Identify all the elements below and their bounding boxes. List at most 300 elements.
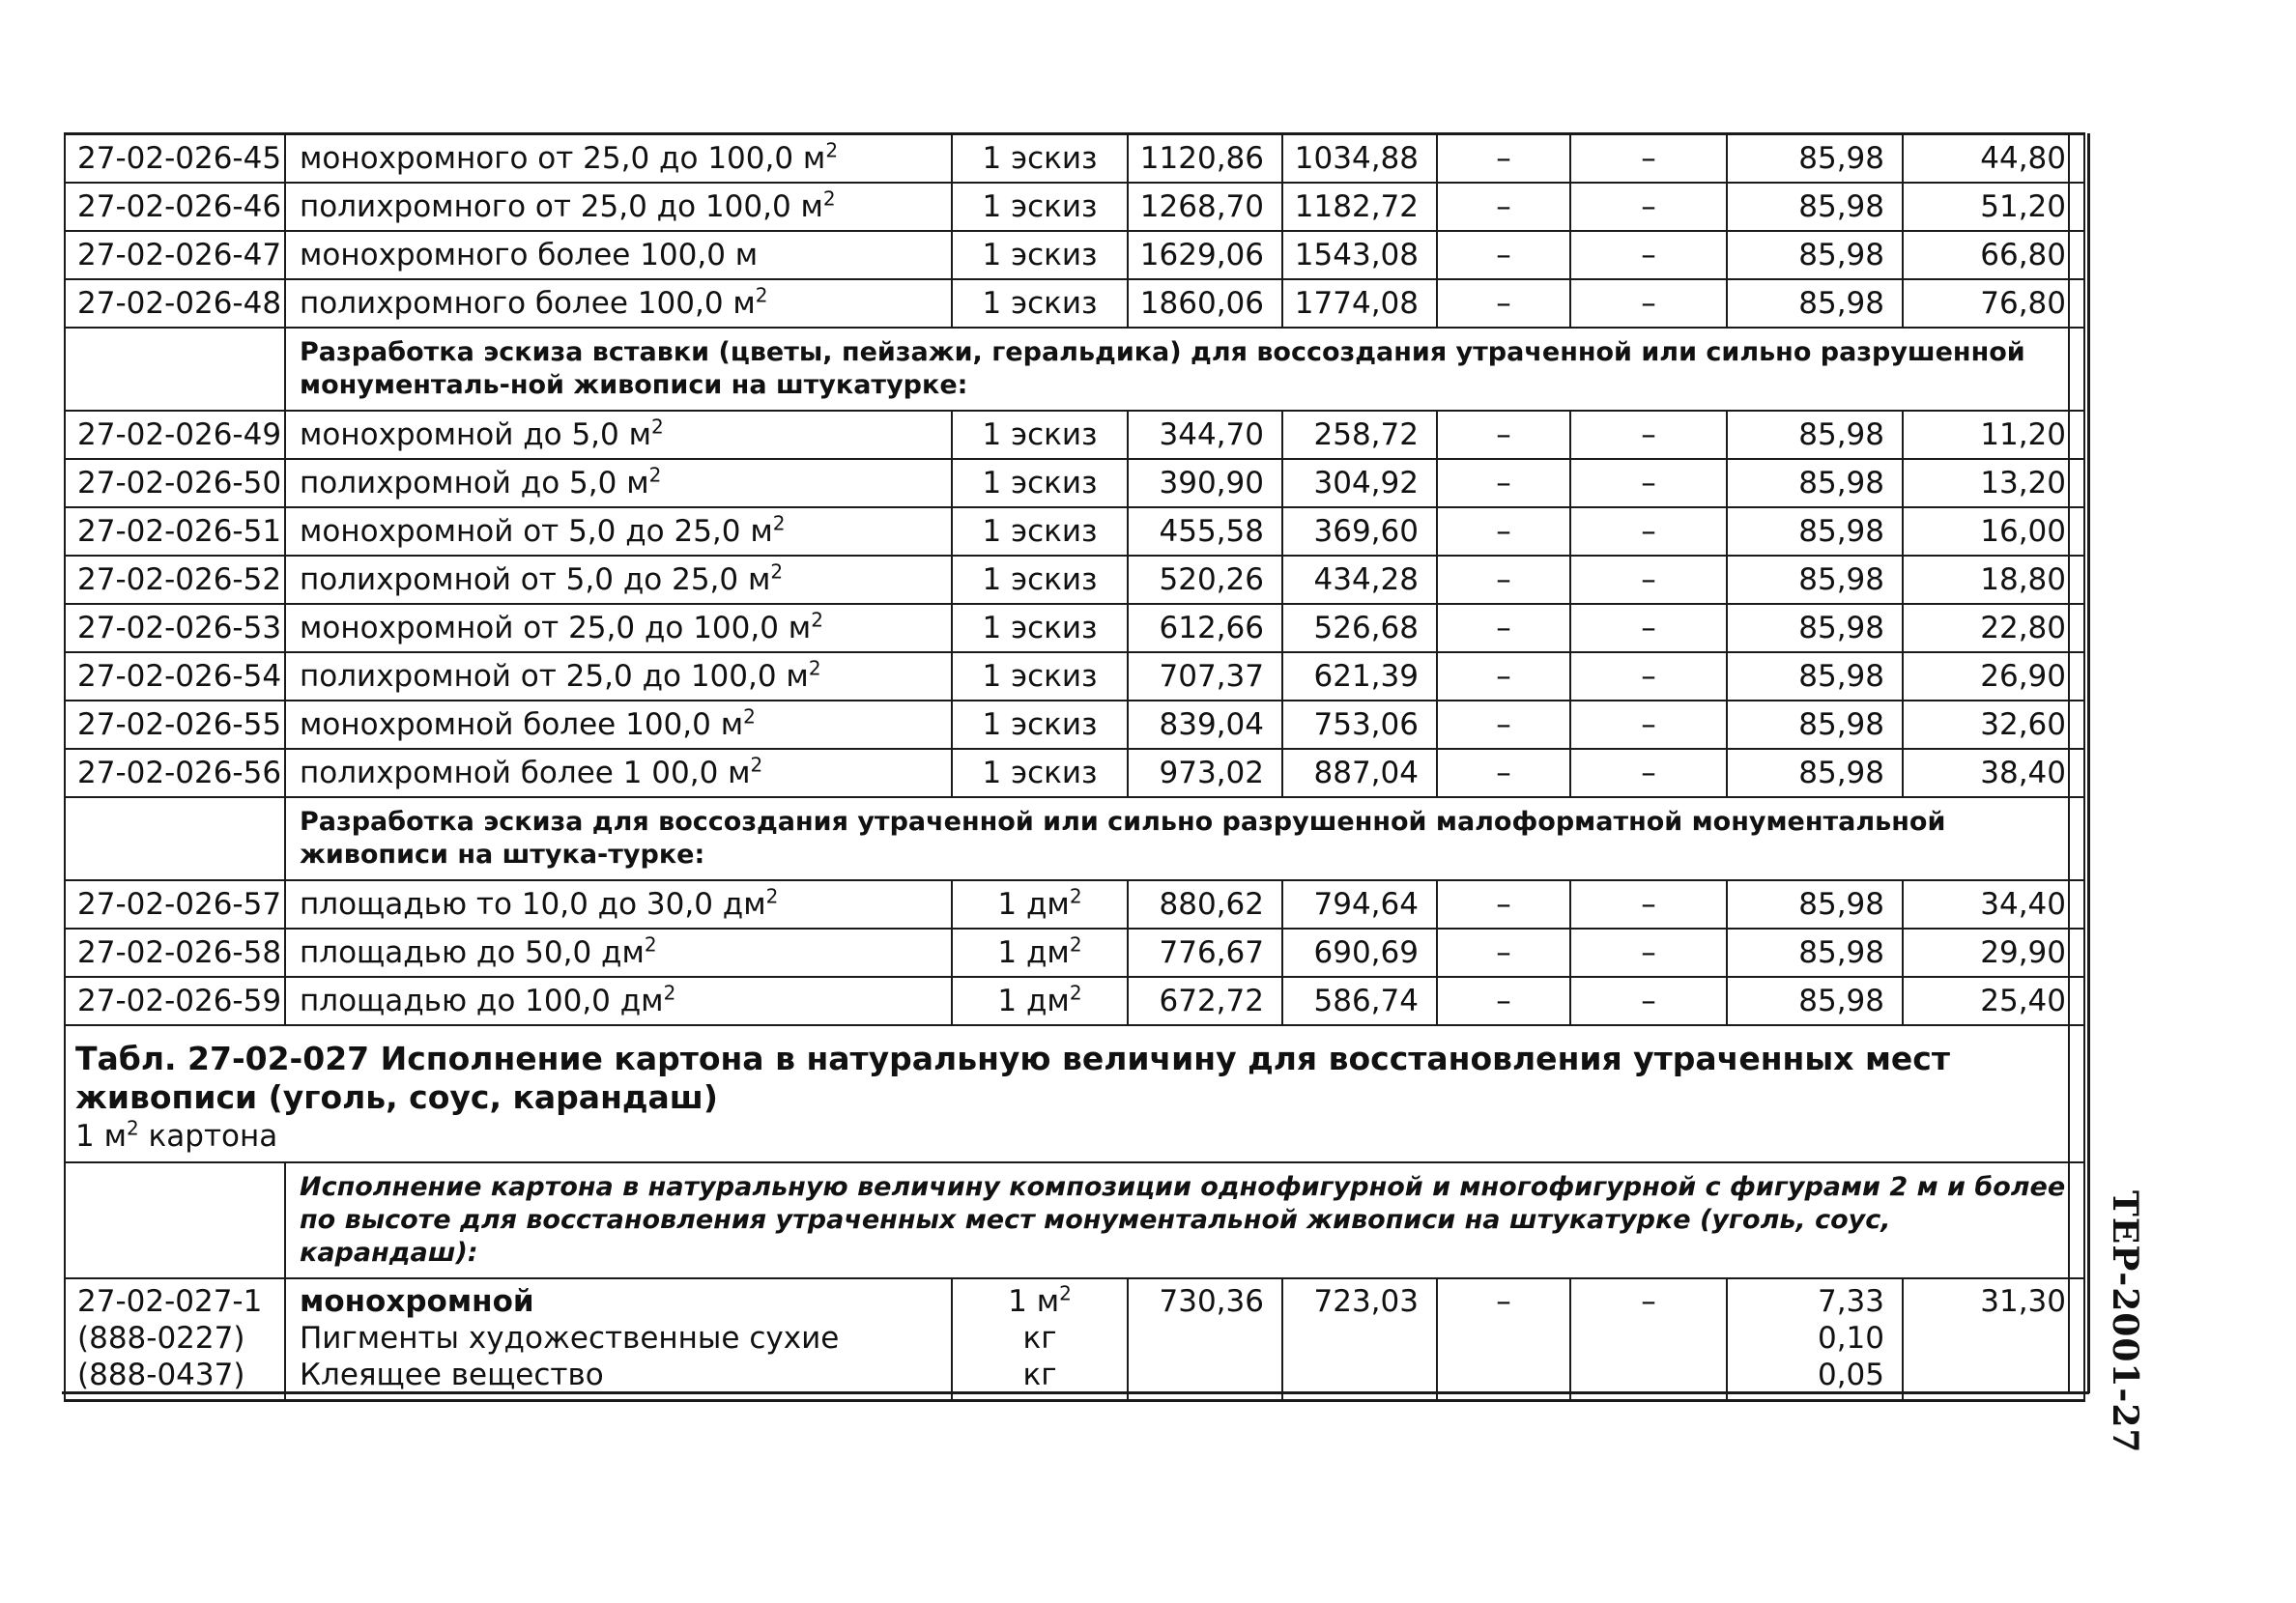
row-unit-text: 1 дм [997,887,1070,922]
row-v3-text: – [1496,707,1511,742]
table-027-header-cell [65,1025,2084,1162]
table-027-unit [75,1117,2074,1156]
row-v4 [1570,929,1727,977]
row-unit-text: 1 эскиз [982,466,1098,501]
row-name-sup: 2 [811,608,823,632]
row-d-code-3: (888-0437) [77,1358,245,1392]
row-v3-text: – [1496,417,1511,452]
row-unit [952,749,1128,797]
row-v4 [1570,183,1727,231]
row-v6-text: 38,40 [1980,756,2066,790]
table-027-unit-sup: 2 [126,1116,139,1140]
row-name-text: полихромной от 25,0 до 100,0 м [300,659,809,694]
row-v1 [1128,604,1282,652]
row-code [65,701,285,749]
row-v2 [1282,556,1437,604]
row-d-v2-text: 723,03 [1313,1284,1419,1319]
row-name [285,749,952,797]
row-v3 [1437,507,1570,556]
row-name-text: монохромной более 100,0 м [300,707,744,742]
row-name-sup: 2 [770,559,784,584]
row-unit [952,977,1128,1025]
table-row [65,977,2084,1025]
row-name [285,556,952,604]
row-unit [952,604,1128,652]
row-v2-text: 794,64 [1313,887,1419,922]
row-v5-text: 85,98 [1798,562,1884,597]
group-c-section [65,797,2084,880]
row-d-v5 [1727,1278,1903,1401]
row-v4 [1570,279,1727,328]
row-v1-text: 455,58 [1159,514,1264,549]
table-row [65,134,2084,184]
row-v4-text: – [1641,189,1656,224]
row-unit-sup: 2 [1069,981,1082,1005]
row-v2-text: 586,74 [1313,984,1419,1018]
table-row [65,231,2084,279]
row-name [285,977,952,1025]
row-unit [952,183,1128,231]
row-v3-text: – [1496,984,1511,1018]
row-v4-text: – [1641,466,1656,501]
row-d-units [952,1278,1128,1401]
row-unit-text: 1 эскиз [982,417,1098,452]
row-name [285,134,952,184]
table-row [65,652,2084,701]
row-v4 [1570,231,1727,279]
row-v2-text: 753,06 [1313,707,1419,742]
row-unit [952,411,1128,459]
row-d-codes [65,1278,285,1401]
row-v3 [1437,929,1570,977]
group-d-code-cell [65,1162,285,1278]
row-name-sup: 2 [822,186,836,211]
row-v3-text: – [1496,562,1511,597]
row-code-text: 27-02-026-57 [77,887,282,922]
row-v5-text: 85,98 [1798,887,1884,922]
row-v6-text: 51,20 [1980,189,2066,224]
row-v2-text: 1774,08 [1294,286,1419,321]
row-v4-text: – [1641,417,1656,452]
table-027-unit-prefix: 1 м [75,1119,127,1154]
row-v4-text: – [1641,141,1656,176]
row-v2 [1282,279,1437,328]
row-v1 [1128,507,1282,556]
row-name [285,279,952,328]
row-unit [952,556,1128,604]
rows-section-b [65,411,2084,797]
row-v5-text: 85,98 [1798,189,1884,224]
row-v1 [1128,977,1282,1025]
right-border-outer-line [2087,133,2090,1393]
row-unit-text: 1 дм [997,984,1070,1018]
row-name [285,701,952,749]
row-code [65,459,285,507]
row-v1-text: 1860,06 [1139,286,1264,321]
row-name-sup: 2 [663,981,676,1005]
table-row [65,183,2084,231]
row-v4 [1570,701,1727,749]
table-row [65,749,2084,797]
row-v3-text: – [1496,887,1511,922]
row-v6 [1903,231,2084,279]
row-v5 [1727,279,1903,328]
row-code [65,507,285,556]
row-v2 [1282,604,1437,652]
row-unit-text: 1 эскиз [982,562,1098,597]
row-v5-text: 85,98 [1798,514,1884,549]
row-code-text: 27-02-026-52 [77,562,282,597]
row-v1-text: 1629,06 [1139,238,1264,272]
row-v6 [1903,411,2084,459]
row-v1-text: 612,66 [1159,611,1264,645]
row-v3 [1437,231,1570,279]
row-name-sup: 2 [765,884,779,908]
row-v2-text: 526,68 [1313,611,1419,645]
row-name-text: площадью до 100,0 дм [300,984,664,1018]
row-v6 [1903,134,2084,184]
row-name-sup: 2 [648,463,662,487]
row-v2 [1282,880,1437,929]
table-row [65,411,2084,459]
row-v5 [1727,556,1903,604]
row-d-name-3: Клеящее вещество [300,1358,604,1392]
row-d-name-2: Пигменты художественные сухие [300,1321,840,1356]
row-name-sup: 2 [755,283,768,307]
row-v4 [1570,977,1727,1025]
row-v5 [1727,701,1903,749]
rates-table [64,132,2085,1402]
group-c-code-cell [65,797,285,880]
row-name-text: полихромной более 1 00,0 м [300,756,751,790]
row-name-sup: 2 [808,656,821,680]
row-d-v4-text: – [1641,1284,1656,1319]
row-v3 [1437,652,1570,701]
row-d-names [285,1278,952,1401]
row-v5 [1727,749,1903,797]
row-v6-text: 34,40 [1980,887,2066,922]
row-v5-text: 85,98 [1798,141,1884,176]
row-v4 [1570,604,1727,652]
row-v6 [1903,279,2084,328]
row-unit [952,231,1128,279]
row-unit-sup: 2 [1069,884,1082,908]
row-v2 [1282,183,1437,231]
row-name [285,411,952,459]
row-v1-text: 520,26 [1159,562,1264,597]
table-row [65,459,2084,507]
row-v5 [1727,880,1903,929]
row-unit [952,701,1128,749]
row-v6 [1903,701,2084,749]
row-v4 [1570,411,1727,459]
row-v4-text: – [1641,984,1656,1018]
row-v6-text: 44,80 [1980,141,2066,176]
row-v2-text: 434,28 [1313,562,1419,597]
row-code-text: 27-02-026-48 [77,286,282,321]
row-name-sup: 2 [772,511,786,535]
row-name [285,183,952,231]
row-v4-text: – [1641,659,1656,694]
row-v4-text: – [1641,611,1656,645]
row-d-v3-text: – [1496,1284,1511,1319]
row-v2 [1282,929,1437,977]
row-v5 [1727,507,1903,556]
table-row [65,929,2084,977]
row-v4 [1570,134,1727,184]
table-row [65,556,2084,604]
row-code-text: 27-02-026-49 [77,417,282,452]
row-name-text: монохромной от 25,0 до 100,0 м [300,611,812,645]
row-v6 [1903,652,2084,701]
row-v4 [1570,459,1727,507]
row-v3-text: – [1496,659,1511,694]
row-name-text: монохромной от 5,0 до 25,0 м [300,514,773,549]
row-v1 [1128,459,1282,507]
row-name-text: полихромного более 100,0 м [300,286,756,321]
row-v2-text: 1034,88 [1294,141,1419,176]
row-d-v1 [1128,1278,1282,1401]
row-unit-text: 1 эскиз [982,514,1098,549]
row-v6 [1903,604,2084,652]
row-v1 [1128,183,1282,231]
row-v3 [1437,604,1570,652]
row-v5 [1727,652,1903,701]
row-v2-text: 887,04 [1313,756,1419,790]
group-d-heading: Исполнение картона в натуральную величину композиции однофигурной и многофигурной с фигурами 2 м и более по высоте для восстановления утраченных мест монументальной живописи на штукатурке (уголь, соус, карандаш): [285,1162,2084,1278]
row-v2 [1282,977,1437,1025]
row-d-unit-1 [962,1283,1117,1320]
row-code [65,556,285,604]
row-code [65,604,285,652]
row-d-v5-3: 0,05 [1817,1358,1884,1392]
row-v5-text: 85,98 [1798,466,1884,501]
row-code [65,279,285,328]
row-v1 [1128,231,1282,279]
row-v3-text: – [1496,514,1511,549]
row-v6-text: 11,20 [1980,417,2066,452]
row-name-text: площадью до 50,0 дм [300,935,645,970]
row-v2-text: 369,60 [1313,514,1419,549]
row-v2 [1282,749,1437,797]
row-name [285,604,952,652]
row-code [65,929,285,977]
row-v4-text: – [1641,887,1656,922]
row-v4-text: – [1641,514,1656,549]
rows-section-c [65,880,2084,1025]
row-unit [952,507,1128,556]
row-unit-text: 1 эскиз [982,189,1098,224]
row-v6 [1903,929,2084,977]
row-v1 [1128,929,1282,977]
group-b-heading: Разработка эскиза вставки (цветы, пейзажи, геральдика) для воссоздания утраченной или сильно разрушенной монументаль-ной живописи на штукатурке: [285,328,2084,411]
table-row [65,1278,2084,1401]
row-d-code-2: (888-0227) [77,1321,245,1356]
row-name-text: монохромной до 5,0 м [300,417,651,452]
row-v6-text: 29,90 [1980,935,2066,970]
row-code [65,977,285,1025]
row-v1-text: 344,70 [1159,417,1264,452]
row-v5 [1727,134,1903,184]
row-v3 [1437,556,1570,604]
row-code-text: 27-02-026-59 [77,984,282,1018]
row-unit-text: 1 эскиз [982,707,1098,742]
row-d-v4 [1570,1278,1727,1401]
row-name [285,507,952,556]
row-name [285,929,952,977]
row-name-text: монохромного более 100,0 м [300,238,759,272]
row-v5-text: 85,98 [1798,707,1884,742]
row-code [65,183,285,231]
row-v4-text: – [1641,286,1656,321]
row-v3 [1437,411,1570,459]
row-v5-text: 85,98 [1798,935,1884,970]
row-name-text: полихромного от 25,0 до 100,0 м [300,189,823,224]
row-name-text: полихромной от 5,0 до 25,0 м [300,562,771,597]
row-v5 [1727,604,1903,652]
row-v4 [1570,507,1727,556]
row-v3 [1437,279,1570,328]
row-unit [952,279,1128,328]
row-name-sup: 2 [644,932,657,957]
row-v3-text: – [1496,935,1511,970]
row-v1 [1128,652,1282,701]
row-code-text: 27-02-026-54 [77,659,282,694]
row-d-v5-1: 7,33 [1817,1284,1884,1319]
group-c-heading: Разработка эскиза для воссоздания утраченной или сильно разрушенной малоформатной монументальной живописи на штука-турке: [285,797,2084,880]
row-v6-text: 18,80 [1980,562,2066,597]
row-name-text: полихромной до 5,0 м [300,466,649,501]
row-code [65,231,285,279]
row-unit [952,459,1128,507]
row-v1 [1128,749,1282,797]
row-code [65,411,285,459]
row-unit-text: 1 эскиз [982,756,1098,790]
row-unit-text: 1 эскиз [982,238,1098,272]
row-v2-text: 690,69 [1313,935,1419,970]
row-code-text: 27-02-026-50 [77,466,282,501]
row-v2-text: 621,39 [1313,659,1419,694]
row-name [285,880,952,929]
row-code-text: 27-02-026-47 [77,238,282,272]
row-v2 [1282,231,1437,279]
row-v1-text: 880,62 [1159,887,1264,922]
row-v4-text: – [1641,238,1656,272]
row-v4 [1570,880,1727,929]
row-unit [952,652,1128,701]
row-d-v6 [1903,1278,2084,1401]
row-v2-text: 1182,72 [1294,189,1419,224]
row-v3-text: – [1496,189,1511,224]
row-v3 [1437,749,1570,797]
row-v4-text: – [1641,756,1656,790]
row-d-unit-1-text: 1 м [1008,1284,1060,1319]
row-v6-text: 26,90 [1980,659,2066,694]
row-name-text: монохромного от 25,0 до 100,0 м [300,141,826,176]
row-v6 [1903,749,2084,797]
group-b-section [65,328,2084,411]
row-v6 [1903,183,2084,231]
row-v1 [1128,556,1282,604]
row-name-sup: 2 [743,704,756,729]
row-v1-text: 839,04 [1159,707,1264,742]
row-v1-text: 973,02 [1159,756,1264,790]
row-v3-text: – [1496,286,1511,321]
row-v3 [1437,977,1570,1025]
row-unit-text: 1 эскиз [982,286,1098,321]
row-v6-text: 66,80 [1980,238,2066,272]
row-v2 [1282,134,1437,184]
row-d-unit-3: кг [1022,1358,1057,1392]
row-unit [952,134,1128,184]
row-v3-text: – [1496,238,1511,272]
row-v1 [1128,411,1282,459]
row-v6 [1903,977,2084,1025]
document-side-label: ТЕР-2001-27 [2105,1190,2145,1454]
row-v1-text: 1120,86 [1139,141,1264,176]
table-027-unit-suffix: картона [138,1119,278,1154]
table-row [65,604,2084,652]
row-v2 [1282,411,1437,459]
row-unit-text: 1 эскиз [982,659,1098,694]
row-d-code-1: 27-02-027-1 [77,1284,263,1319]
row-v6 [1903,556,2084,604]
table-row [65,701,2084,749]
row-v5-text: 85,98 [1798,286,1884,321]
row-v6 [1903,459,2084,507]
row-v1-text: 1268,70 [1139,189,1264,224]
rows-section-a [65,134,2084,329]
row-v2 [1282,652,1437,701]
row-v5 [1727,231,1903,279]
row-v2-text: 258,72 [1313,417,1419,452]
row-d-v5-2: 0,10 [1817,1321,1884,1356]
row-unit-text: 1 дм [997,935,1070,970]
row-name [285,652,952,701]
row-v3 [1437,701,1570,749]
row-v3-text: – [1496,756,1511,790]
row-v1 [1128,880,1282,929]
row-v4 [1570,652,1727,701]
row-v6 [1903,507,2084,556]
row-unit-sup: 2 [1069,932,1082,957]
table-027-header-section [65,1025,2084,1278]
group-b-code-cell [65,328,285,411]
row-v3-text: – [1496,611,1511,645]
table-027-title: Табл. 27-02-027 Исполнение картона в натуральную величину для восстановления утраченных мест живописи (уголь, соус, карандаш) [75,1040,1950,1116]
row-v6-text: 16,00 [1980,514,2066,549]
row-v5-text: 85,98 [1798,417,1884,452]
row-v6-text: 25,40 [1980,984,2066,1018]
row-name-sup: 2 [750,753,763,777]
row-code-text: 27-02-026-53 [77,611,282,645]
row-v1-text: 390,90 [1159,466,1264,501]
row-v5 [1727,977,1903,1025]
row-v2 [1282,507,1437,556]
row-name-sup: 2 [651,415,664,439]
row-v6-text: 22,80 [1980,611,2066,645]
row-v5 [1727,411,1903,459]
row-v6-text: 13,20 [1980,466,2066,501]
row-v3 [1437,183,1570,231]
row-v5-text: 85,98 [1798,984,1884,1018]
row-d-v2 [1282,1278,1437,1401]
row-v5-text: 85,98 [1798,756,1884,790]
row-v1-text: 776,67 [1159,935,1264,970]
row-v4 [1570,556,1727,604]
row-v5 [1727,929,1903,977]
row-unit-text: 1 эскиз [982,611,1098,645]
